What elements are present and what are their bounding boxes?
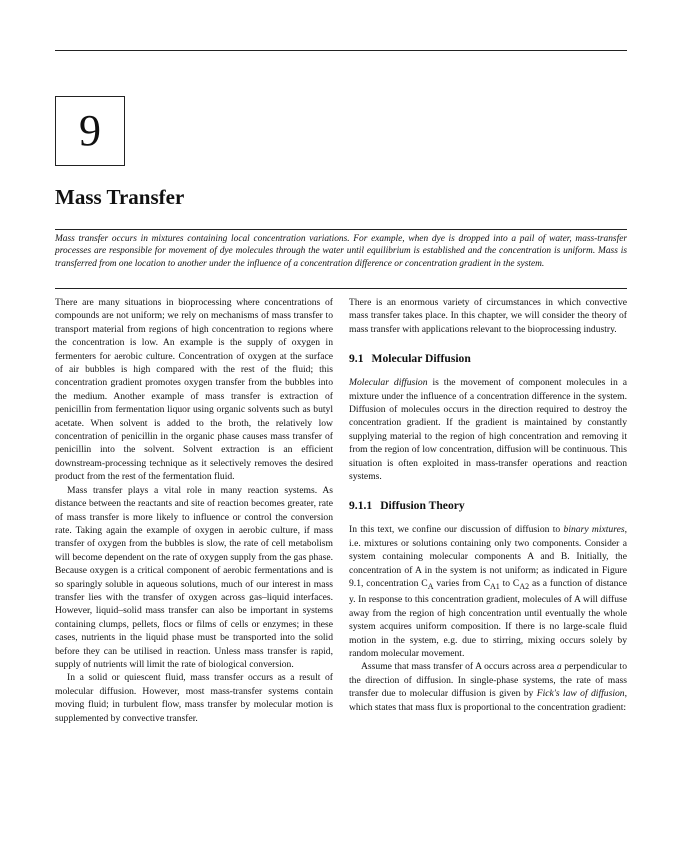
paragraph-text: perpendicular to the direction of diffusion. In single-phase systems, the rate of mass transfer due to molecular diffusion is given by: [349, 661, 627, 700]
paragraph: [349, 376, 627, 483]
paragraph-text: as a function of distance y. In response to this concentration gradient, molecules of A will diffuse away from the region of high concentration until eventually the whole system acquires uniform composition. If there is no large-scale fluid motion in the system, e.g. due to stirring, mixing occurs solely by random molecular movement.: [349, 578, 627, 660]
subsection-title: Diffusion Theory: [380, 499, 465, 513]
subsection-heading: [349, 499, 627, 513]
paragraph: Mass transfer plays a vital role in many reaction systems. As distance between the reactants and site of reaction becomes greater, rate of mass transfer is more likely to influence or control the conversion rate. Taking again the example of oxygen in aerobic culture, if mass transfer of oxygen from the bubbles is slow, the rate of cell metabolism will become dependent on the rate of oxygen supply from the gas phase. Because oxygen is a critical component of aerobic fermentations and is so sparingly soluble in aqueous solutions, much of our interest in mass transfer lies with the transfer of oxygen across gas–liquid interfaces. However, liquid–solid mass transfer can also be important in systems containing clumps, pellets, flocs or films of cells or enzymes; in these cases, nutrients in the liquid phase must be transported into the solid before they can be utilised in reaction. Unless mass transfer is rapid, supply of nutrients will limit the rate of biological conversion.: [55, 484, 333, 670]
abstract-bottom-rule: [55, 288, 627, 289]
left-column: [55, 296, 333, 725]
term-ficks-law: Fick's law of diffusion: [536, 688, 625, 700]
subsection-number: 9.1.1: [349, 499, 373, 513]
section-title: Molecular Diffusion: [371, 352, 471, 366]
paragraph: There are many situations in bioprocessing where concentrations of compounds are not uniform; we rely on mechanisms of mass transfer to transport material from regions of high concentration to regions where the concentration is low. An example is the supply of oxygen in fermenters for aerobic culture. Concentration of oxygen at the surface of air bubbles is high compared with the rest of the fluid; this concentration gradient promotes oxygen transfer from the bubbles into the medium. Another example of mass transfer is extraction of penicillin from fermentation liquor using organic solvents such as butyl acetate. When solvent is added to the broth, the relatively low concentration of penicillin in the organic phase causes mass transfer of penicillin into the solvent. Solvent extraction is an efficient downstream-processing technique as it selectively removes the desired product from the rest of the fermentation fluid.: [55, 297, 333, 483]
abstract-top-rule: [55, 229, 627, 230]
section-number: 9.1: [349, 352, 364, 366]
paragraph-text: , i.e. mixtures or solutions containing only two components. Consider a system containing molecular components A and B. Initially, the concentration of A in the system is not uniform; as indicated in Figure 9.1, concentration C: [349, 524, 627, 590]
paragraph: There is an enormous variety of circumstances in which convective mass transfer takes place. In this chapter, we will consider the theory of mass transfer with applications relevant to the bioprocessing industry.: [349, 297, 627, 335]
paragraph: [349, 660, 627, 714]
subscript: A: [427, 582, 434, 591]
paragraph-text: varies from C: [433, 578, 490, 590]
chapter-abstract: Mass transfer occurs in mixtures containing local concentration variations. For example, when dye is dropped into a pail of water, mass-transfer processes are responsible for movement of dye molecules through the water until equilibrium is established and the concentration is uniform. Mass is transferred from one location to another under the influence of a concentration difference or concentration gradient in the system.: [55, 234, 627, 269]
paragraph: In a solid or quiescent fluid, mass transfer occurs as a result of molecular diffusion. However, most mass-transfer systems contain moving fluid; in turbulent flow, mass transfer by molecular motion is supplemented by convective transfer.: [55, 672, 333, 724]
paragraph-text: , which states that mass flux is proportional to the concentration gradient:: [349, 688, 627, 713]
paragraph-text: to C: [499, 578, 520, 590]
term-molecular-diffusion: Molecular diffusion: [349, 377, 428, 389]
chapter-number-box: [55, 96, 125, 166]
paragraph-text: Assume that mass transfer of A occurs across area: [361, 661, 557, 673]
chapter-title: Mass Transfer: [55, 185, 185, 209]
symbol-area: a: [556, 661, 562, 673]
paragraph: [349, 523, 627, 660]
chapter-number: 9: [79, 106, 101, 155]
section-heading: [349, 352, 627, 366]
paragraph-text: In this text, we confine our discussion of diffusion to: [349, 524, 564, 536]
subscript: A2: [519, 582, 530, 591]
paragraph-text: is the movement of component molecules in a mixture under the influence of a concentration difference in the system. Diffusion of molecules occurs in the direction required to destroy the concentration gradient. If the gradient is maintained by constantly supplying material to the region of high concentration and removing it from the region of low concentration, diffusion will be continuous. This situation is often exploited in mass-transfer operations and reaction systems.: [349, 377, 627, 483]
subscript: A1: [489, 582, 500, 591]
top-rule: [55, 50, 627, 51]
term-binary-mixtures: binary mixtures: [563, 524, 625, 536]
right-column: [349, 296, 627, 714]
